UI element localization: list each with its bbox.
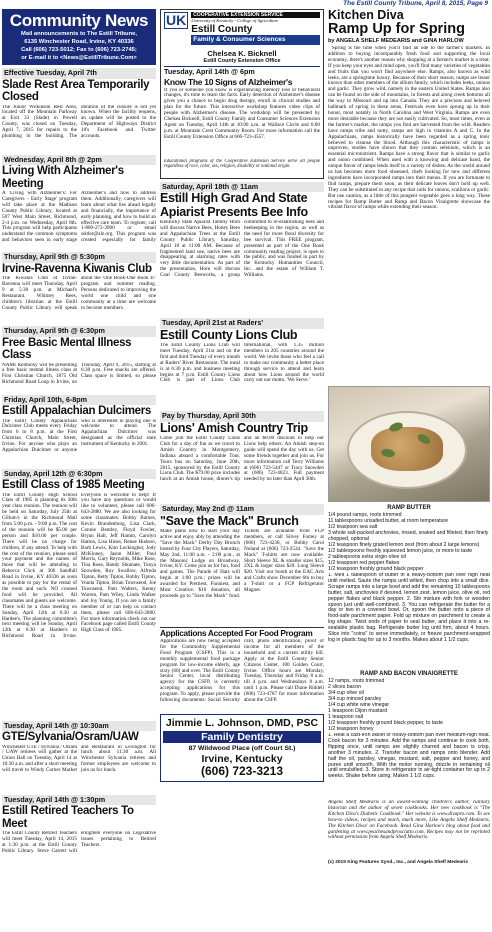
family-dentistry-label: Family Dentistry [163, 731, 321, 743]
item-date: Pay by Thursday, April 30th [160, 411, 324, 422]
dentist-city: Irvine, Kentucky [201, 753, 283, 765]
uk-college: University of Kentucky - College of Agriculture [191, 18, 279, 23]
author-bio: Angela Shelf Medearis is an award-winning children's author, culinary historian and the author of seven cookbooks. Her new cookbook is "The Kitchen Diva's Diabetic Cookbook." Her website is www.divapro.com. To see how-to videos, recipes and much, much more, Like Angela Shelf Medearis, The Kitchen Diva! on Facebook. Read Gina Harlow's blog about food and gardening at www.peachesandprosciutto.com. Recipes may not be reprinted without permission from Angela Shelf Medearis. [328, 800, 490, 841]
item-headline: Estill County Lions Club [160, 327, 298, 342]
ingredient: 1/2 teaspoon sea salt [328, 524, 378, 530]
recipe-steps: 1. Heat a cast-iron skillet or heavy-bottom pan over medium-high heat. Cook bacon for 3 minutes. Add the ramps and continue to cook both, flipping once, until ramps are slightly charred and bacon is crisp, another 3 minutes. 2. Transfer bacon and ramps onto blender. Add half the oil, parsley, vinegar, mustard, salt, pepper and honey, and puree until smooth. With the motor running, drizzle in remaining oil until emulsified. 3. Store in refrigerator in air-tight container for up to 2 weeks. Shake before using. Makes 1 1/2 cups. [328, 733, 490, 780]
item-headline: Know The 10 Signs of Alzheimer's [164, 76, 293, 87]
byline: by ANGELA SHELF MEDEARIS and GINA HARLOW [328, 38, 464, 44]
recipe-steps: 1. Melt 1 tablespoon of butter in a heavy-bottom pan over high heat until melted. Saute the ramps until wilted, then chop into a small dice. Scrape ramps into a large bowl and add the remaining 10 tablespoons butter, salt, anchovies if desired, lemon zest, lemon juice, olive oil, red pepper flakes and black pepper. 2. Stir mixture with fork or wooden spoon just until well-combined. 3. You can refrigerate the butter for a day or two in a covered bowl. Or, spoon the butter onto a piece of food-safe parchment paper. Fold up mixture on parchment to create a log shape. Twist ends of paper to seal butter, and place it into a re-sealable plastic bag. Refrigerate butter log until firm, about 4 hours. Slice into "coins" to serve immediately, or freeze parchment-wrapped log in plastic bag for up to 3 months. Makes about 1 1/2 cups. [328, 573, 490, 643]
item-headline: Free Basic Mental Illness Class [2, 336, 132, 361]
item-date: Thursday, April 9th @ 6:30pm [2, 326, 156, 337]
dentist-phone: (606) 723-3213 [200, 764, 284, 778]
item-body: The Estill County Appalachian Dulcimer Club meets every Friday from 6 to 8 p.m. at the First Christian Church, Main Street, Irvine. For anyone who plays an Appalachian Dulcimer or anyone who is interested in playing one is welcome to attend. The Appalachian Dulcimer was designated as the official state instrument of Kentucky in 2001. [2, 418, 156, 454]
item-body: Come join the Estill County Lions Club for a day of fun as we travel to Amish Country in Montgomery, Indiana aboard a comfortable Tour. Tours bus on Saturday, June 20th, 2015, sponsored by the Estill County Lions Club. The $79.00 price includes lunch at an Amish house, dinner's tip and an $8.00 discount to help our Lions help others. An Amish step-on guide will spend the day with us. Get some friends together and join us. For more information call Terry Williams at (606) 723-5447 or Tracy Snowden at (606) 723-4023. Full payment needed by no later than April 30th. [160, 436, 324, 483]
item-date: Wednesday, April 8th @ 2pm [2, 155, 156, 166]
news-item [2, 252, 156, 323]
item-date: Tuesday, April 14th @ 1:30pm [2, 795, 156, 806]
news-item [160, 182, 324, 316]
item-body: The Estill County High School Class of 1985 is planning its 30th year class reunion. The reunion will be held on Saturday, July 25th at Gillum's in the Richmond Mall from 5:00 p.m. - 9:00 p.m. The cost of the reunion will be $5.00 per person and $10.00 per couple. There will be no charge for children, if any attend. To help with the cost of the reunion, please send your payment and the names of those that will be attending to Rebecca Click at 306 Sandhill Road in Irvine, KY 40336 as soon as possible to pay for the rental of the room and such. NO crossed food will be provided. All classmates and guests are welcome. There will be a class meeting on Sunday, April 12th at 6:30 at Hardee's. The planning committee's next meeting will be Sunday, April 12th at 6:30 at Hardee's to Richmond Road in Irvine. Everyone is welcome to help! If you have any questions or would like to volunteer, please call 606-643-2880. We are also looking for some classmates: Bobby Barnes, Kevin Brandenburg, Lisa Clark, Connie Bentley, Floyd Fowler, Bryan Hall, Jeff Hamm, Carolyn Hatton, Lisa Hines, Renee Hudson, Barb Lewis, Kim Lockingher, Jody McKinney, Jason Miller, Paul Morris, Gary Reynolds, Mike Rose, Tina Rose, Randy Shumate, Tonya Snowden, Roy Swallow, Alfreda Tipton, Betty Tipton, Bobby Tipton, Vonda Tipton, Brian Townsend, Joe Townsend, Pam Walters, Kenny Warren, Pam Wiley, Linda Walker and Joy Young. If you are a family member of or can help us contact them, please call 606-643-2880. For more information check out our Facebook page called Estill County High Class of 1985. [2, 492, 156, 640]
ingredient: 1/4 cup white wine vinegar [328, 702, 390, 708]
item-date: Tuesday, April 14th @ 10:30am [2, 721, 156, 732]
item-body: Make plans now to start your day active and enjoy ably by attending the "Save the Mack" Derby Day Brunch hosted by Four City Players, Saturday, May 2nd, 11:00 a.m. - 2:00 p.m., at the Masonic Lodge on Broadway, Irvine, KY. Come join us for fun, food and games. The Parade of Hats will begin at 1:00 p.m.; prizes will be awarded for Prettiest, Funniest, and Most Creative. $10 donation, all proceeds go to "Save the Mack" fund. Tickets are available from FCP members, or call Silvey Fumey at (606) 723-4238, or Bobby Carol Noland at (606) 723-2534. "Save the Mack" T-shirts are now available. Short Sleeve XL & smaller sizes $15, 2XL & larger sizes $20. Long Sleeve $20. Visit our booth at the EAC Arts and Crafts show December 6th to buy a T-shirt or a FCP Refrigerator Magnet. [160, 529, 324, 599]
item-body: Applications are now being accepted for the Commodity Supplemental Food Program (CSFP). This is a monthly supplemental food package program for low-income elderly, age sixty (60) and over. The Estill County Senior Center, local distributing agency for the CSFP, is currently accepting applications for this program. To apply, please provide the following documents: Social Security card, photo identification, proof of income for all members of the household and a current utility bill. Apply at the Estill County Senior Citizens Center, 100 Golden Court, Irvine. Office hours are Monday, Tuesday, Thursday and Friday 8 a.m. till 4 p.m. and Wednesdays 8 a.m. until 1 p.m. Please call Diane Riddell (606) 723-4787 for more information about the CSFP. [160, 639, 324, 704]
item-headline: Estill Appalachian Dulcimers [2, 405, 152, 417]
recipe-title: RAMP AND BACON VINAIGRETTE [360, 671, 458, 677]
ingredient: 2 tablespoons extra virgin olive oil [328, 554, 406, 560]
item-body: NAMI Kentucky will be presenting a free basic mental illness class at First Christian Church, 1875 Old Richmond Road Loop in Irvine, on Thursday, April 9, 2015, starting at 6:30 p.m. Free snacks are offered. Class space is limited, so please [2, 362, 156, 386]
uk-header [161, 10, 323, 47]
item-date: Sunday, April 12th @ 6:30pm [2, 469, 156, 480]
uk-logo: UK [166, 12, 187, 28]
item-headline: "Save the Mack" Brunch [160, 513, 299, 528]
item-headline: Estill Retired Teachers To Meet [2, 805, 134, 830]
dentist-address: 87 Wildwood Place (off Court St.) [188, 745, 296, 752]
ingredient: 3 whole salt-packed anchovies, rinsed, soaked and filleted, then finely chopped, optional [328, 530, 489, 542]
item-body: The Estill County Retired Teachers will meet Tuesday, April 14, 2015 at 1:30 p.m. at the Estill County Public Library. Steve Garrett will enlighten everyone on Legislative issues pertaining to Retired Teachers. [2, 831, 156, 854]
item-headline: Slade Rest Area Temporarily Closed [2, 78, 150, 103]
item-body: Winchester GTE / Sylvania / Osram / UAW retirees will gather at the Union Hall on Tuesday, April 14 at 10:30 a.m. and after a short meeting will travel to Windy Corner Market and Restaurant in Lexington for lunch about 11:30 a.m. All Winchester Sylvania retirees and former employees are welcome to join us for lunch. [2, 744, 156, 774]
item-headline: Lions' Amish Country Trip [160, 420, 308, 435]
article-body: Spring is the time when you'll find an ode to the farmer's markets. In addition to buying incomparably fresh food and supporting the local economy, there's another reason why shopping at a farmer's market is a treat: If you keep your eyes and mind open, you'll find many varieties of vegetables and fruits that you won't find anywhere else. Ramps, also known as wild leeks, are a springtime luxury. Because of their short season, ramps are lesser known than other members of the allium family, which includes leeks, onions and garlic. They grow wild, namely in the eastern United States. Ramps also can be found on the side of mountains, in forests and along creek bottoms all the way to Missouri and up into Canada. They are a precious and beloved hallmark of spring in these areas. Festivals even have sprung up in their honor, most notably in North Carolina and West Virginia. Ramps are even more desirable because they are not easily cultivated. So, most times, even at the farmer's market, the ramps you find are harvested from the wild. Readers have ramps tribe and nutty, ramps are high in vitamins A and C. In the Appalachians, ramps historically have been regarded as a spring tonic believed to cleanse the blood. Although this characteristic of ramps is unproven, studies have shown that they contain selenium, which is an essential micronutrient. Ramps have a strong flavor that is similar to garlic and onion combined. When used with a knowing and delicate hand, the unique flavor of ramps lends itself to a variety of dishes. As the world around us has becomes more food obsessed, chefs looking for new and different ingredients have incorporated ramps into their menus. If you are fortunate to find ramps, prepare them soon, as their delicate leaves don't hold up well. They can be substituted in any recipe that calls for onions, scallions or garlic. But use caution, as a little of this pungent vegetable goes a long way. These recipes for Ramp Butter and Ramp and Bacon Vinaigrette showcase the vibrant flavor of ramps while extending their season. [328, 46, 490, 211]
ingredient: 3/4 cup olive oil [328, 690, 364, 696]
item-date: Tuesday, April 14th @ 6pm [164, 66, 320, 77]
item-date: Friday, April 10th, 6-8pm [2, 395, 156, 406]
ingredient: 1/2 teaspoon freshly ground black pepper [328, 566, 424, 572]
email-line: or E-mail it to <News@EstillTribune.Com> [21, 55, 137, 61]
agent-name: Chelsea K. Bicknell [207, 48, 277, 58]
item-headline: Estill Class of 1985 Meeting [2, 479, 145, 491]
news-item [2, 155, 156, 250]
office-label: Estill County Extension Office [203, 57, 281, 64]
estill-county-label: Estill County [191, 23, 253, 35]
item-headline: Estill High Grad And State Apiarist Presents Bee Info [160, 191, 308, 219]
dentist-ad [160, 714, 324, 782]
item-headline: Applications Accepted For Food Program [160, 628, 313, 638]
ingredient-list [328, 678, 490, 732]
kitchen-diva-headline: Ramp Up for Spring [328, 21, 465, 37]
kitchen-diva-column [328, 9, 490, 930]
ingredient: 1/2 teaspoon finely grated lemon zest (from about 2 large lemons) [328, 542, 480, 548]
item-body: A 'Living with Alzheimer's: For Caregivers - Early Stage' program will take place at the Madison County Public Library, located at 507 West Main Street, Richmond, 2-4 p.m. on Wednesday, April 8th. This program will help participants understand the common symptoms and behaviors seen in early stage Alzheimer's and how to address them. Additionally, caregivers will learn about what lies ahead legally and financially, the importance of early planning, and how to build an effective care team. To register, call 1-800-272-3900 or email ssitler@alz.org. This program was created especially for family [2, 191, 156, 244]
community-news-header [2, 9, 156, 65]
ingredient: 12 ramps, roots trimmed [328, 678, 385, 684]
community-news-column [2, 9, 156, 930]
item-headline: Living With Alzheimer's Meeting [2, 165, 124, 190]
extension-disclaimer: Educational programs of the Cooperative Extension Service serve all people regardless of race, color, sex, religion, disability or national origin. [164, 158, 320, 169]
copyright: (c) 2015 King Features Synd., Inc., and Angela Shelf Medearis [328, 860, 469, 865]
uk-extension-box [160, 9, 324, 179]
news-item [2, 469, 156, 718]
item-date: Saturday, May 2nd @ 11am [160, 504, 324, 515]
news-item [2, 68, 156, 152]
news-item [2, 326, 156, 392]
item-date: Tuesday, April 21st at Raders' [160, 318, 324, 329]
news-item [2, 795, 156, 868]
masthead: The Estill County Tribune, April 8, 2015, Page 9 [343, 0, 488, 7]
item-body: The Estill County Lions Club will meet Tuesday, April 21st and on the first and third Tuesday of every month at Raders' River Restaurant. The meal is at 6:30 p.m. and business meeting begins at 7 p.m. Estill County Lions Club is part of Lions Club International, with 1.35 million members in 205 countries around the world. We invite those who feel a call to make our community a better place through service to attend and learn about how Lions around the world carry out our motto, 'We Serve.' [160, 343, 324, 384]
ramp-dish-photo [328, 386, 490, 502]
item-body: If you or someone you know is experiencing memory loss or behavioral changes, it's time to learn the facts. Early detection of Alzheimer's disease gives you a chance to begin drug therapy, enroll in clinical studies and plan for the future. This interactive workshop features video clips of people with Alzheimer's disease. The workshop will be presented by Chelsea Bicknell, Estill County Family and Consumer Sciences Extension Agent on Tuesday, April 14th at 10:00 a.m. at Wallace Circle and 6:00 p.m. at Mountain Crest Community Room. For more information call the Estill County Extension Office at 606-723-4557. [164, 87, 320, 140]
news-item [160, 318, 324, 408]
item-body: The Kiwanis Club of Irvine-Ravenna will meet Thursday, April 9 at 5:30 p.m. at Michael's Restaurant. Whitney Rees, children's librarian at the Estill County Public Library will speak about the 'One Book-One Book Jr.' program and summer reading. Persons dedicated to improving the world one child and one community at a time are welcome to become members. [2, 276, 156, 311]
address-line: Mail announcements to The Estill Tribune, [21, 31, 137, 37]
news-item [160, 627, 324, 710]
ingredient: 3/4 cup minced parsley [328, 696, 382, 702]
recipe-title: RAMP BUTTER [387, 505, 431, 511]
address-line: 6135 Winchester Road, Irvine, KY 40336 [24, 39, 134, 45]
community-news-title: Community News [9, 11, 149, 30]
middle-column [160, 9, 324, 930]
item-date: Thursday, April 9th @ 5:30pm [2, 252, 156, 263]
ingredient: 2 slices bacon [328, 684, 361, 690]
ingredient: 1/2 teaspoon freshly ground black pepper, to taste [328, 720, 444, 726]
news-item [2, 395, 156, 466]
kitchen-diva-title: Kitchen Diva [328, 9, 404, 22]
ingredient: 1 teaspoon Dijon mustard [328, 708, 388, 714]
ingredient: 11 tablespoons unsalted butter, at room temperature [328, 518, 449, 524]
ingredient: 1/2 teaspoon red pepper flakes [328, 560, 400, 566]
news-item [160, 411, 324, 501]
item-date: Effective Tuesday, April 7th [2, 68, 156, 79]
ingredient: 1/2 tablespoons freshly squeezed lemon juice, or more to taste [328, 548, 473, 554]
item-date: Saturday, April 18th @ 11am [160, 182, 324, 193]
extension-service-bar: COOPERATIVE EXTENSION SERVICE [191, 12, 320, 18]
item-body: Kentucky State Apiarist Tammy Horn will discuss Native Bees, Honey Bees and Appalachian Trees at the Estill County Public Library, Saturday, April 18 at 11:00 AM. Because of fragmented land use, native bees are disappearing at alarming rates with very little documentation. As part of the presentation, Horn will discuss Coal County Beeworks, a group committed to re-establishing bees and beekeeping in the region, as well as the need for more floral diversity for bee survival. This FREE program, presented as part of the One Book community reading project, is open to the public, and was funded in part by the Kentucky Humanities Council, Inc. and the estate of William T. Williams. [160, 220, 324, 279]
ingredient: 1 teaspoon salt [328, 714, 364, 720]
ingredient-list [328, 512, 490, 572]
item-headline: Irvine-Ravenna Kiwanis Club [2, 262, 152, 275]
news-item [160, 504, 324, 624]
family-consumer-bar: Family & Consumer Sciences [191, 35, 320, 45]
item-headline: GTE/Sylvania/Osram/UAW [2, 731, 139, 743]
ingredient: 1/4 pound ramps, roots trimmed [328, 512, 402, 518]
dentist-name: Jimmie L. Johnson, DMD, PSC [165, 717, 319, 729]
news-item [2, 721, 156, 792]
item-body: The Junior Wilkinson Rest Area, located off the Mountain Parkway at Exit 33 (Slade) in Powell County, was closed on Tuesday, April 7, 2015 for repairs to the plumbing in the building. The duration of the closure is not yet known. When the facility reopens, an update will be posted to the Department of Highways District 10's Facebook and Twitter accounts. [2, 104, 156, 140]
phone-line: Call (606) 723-5012; Fax to (606) 723-2745; [21, 47, 137, 53]
ingredient: 1/2 teaspoon honey [328, 726, 374, 732]
